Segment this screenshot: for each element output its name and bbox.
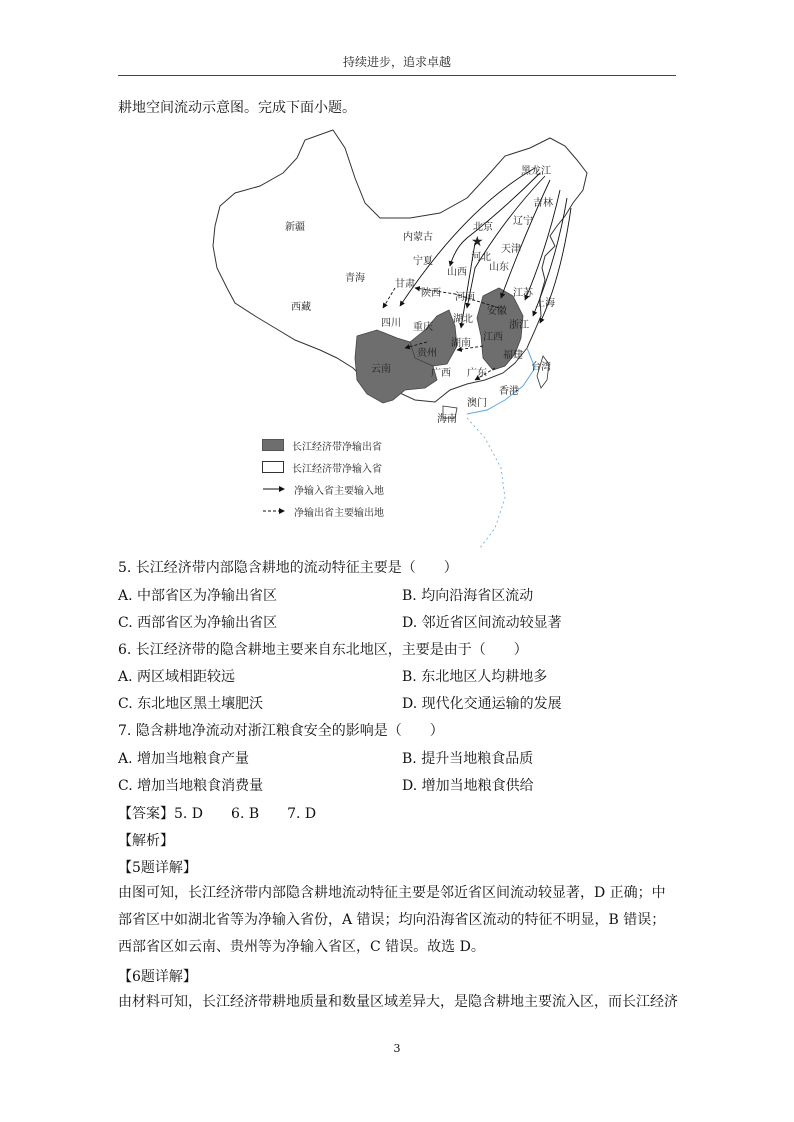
question-6-option-c: C. 东北地区黑土壤肥沃: [118, 696, 264, 712]
question-5-option-b: B. 均向沿海省区流动: [402, 588, 534, 604]
question-7-stem: 7. 隐含耕地净流动对浙江粮食安全的影响是（ ）: [118, 723, 444, 739]
dashed-arrow-icon: [262, 505, 286, 517]
label-guangxi: 广西: [431, 368, 451, 379]
label-fujian: 福建: [503, 350, 523, 361]
legend-import-source: [262, 478, 384, 500]
beijing-star-icon: ★: [471, 234, 484, 250]
label-shanghai: 上海: [535, 298, 555, 309]
question-5-option-c: C. 西部省区为净输出省区: [118, 615, 278, 631]
answer-line: 【答案】5. D 6. B 7. D: [118, 806, 317, 822]
question-5-option-d: D. 邻近省区间流动较显著: [402, 615, 562, 631]
label-hebei: 河北: [471, 252, 491, 263]
label-jiangsu: 江苏: [513, 288, 533, 299]
label-xianggang: 香港: [499, 386, 519, 397]
label-anhui: 安徽: [487, 306, 507, 317]
label-shandong: 山东: [489, 262, 509, 273]
legend-net-import-label: 长江经济带净输入省: [292, 463, 382, 475]
legend-net-export: [262, 434, 384, 456]
solid-arrow-icon: [262, 483, 286, 495]
label-tianjin: 天津: [501, 244, 521, 255]
label-ningxia: 宁夏: [413, 256, 433, 267]
page-number: 3: [393, 1042, 401, 1055]
label-hunan: 湖南: [451, 338, 471, 349]
detail-5-label: 【5题详解】: [118, 860, 197, 876]
intro-text: 耕地空间流动示意图。完成下面小题。: [118, 100, 356, 116]
empty-swatch-icon: [262, 461, 284, 473]
filled-swatch-icon: [262, 439, 284, 451]
label-shaanxi: 陕西: [421, 288, 441, 299]
label-chongqing: 重庆: [413, 322, 433, 333]
question-6-option-b: B. 东北地区人均耕地多: [402, 669, 548, 685]
detail-6-label: 【6题详解】: [118, 969, 197, 985]
label-qinghai: 青海: [345, 273, 365, 284]
sea-boundary: [467, 418, 505, 548]
legend-export-dest: [262, 500, 384, 522]
label-jiangxi: 江西: [483, 332, 503, 343]
label-aomen: 澳门: [467, 398, 487, 409]
label-guangdong: 广东: [467, 368, 487, 379]
label-zhejiang: 浙江: [509, 320, 529, 331]
label-xinjiang: 新疆: [285, 222, 305, 233]
label-yunnan: 云南: [371, 364, 391, 375]
question-7-option-a: A. 增加当地粮食产量: [118, 751, 250, 767]
label-beijing: 北京: [473, 222, 493, 233]
map-legend: [262, 434, 384, 522]
legend-import-source-label: 净输入省主要输入地: [294, 485, 384, 497]
page-header: 持续进步，追求卓越: [118, 55, 676, 76]
legend-net-import: [262, 456, 384, 478]
label-taiwan: 台湾: [531, 362, 551, 373]
question-7-option-b: B. 提升当地粮食品质: [402, 751, 534, 767]
label-guizhou: 贵州: [417, 348, 437, 359]
label-jilin: 吉林: [533, 198, 553, 209]
label-sichuan: 四川: [381, 318, 401, 329]
detail-6-text: 由材料可知，长江经济带耕地质量和数量区域差异大，是隐含耕地主要流入区，而长江经济: [118, 994, 678, 1010]
detail-5-text: 由图可知，长江经济带内部隐含耕地流动特征主要是邻近省区间流动较显著，D 正确；中部省区中如湖北省等为净输入省份，A 错误；均向沿海省区流动的特征不明显，B 错误；西部省区如云南、贵州等为净输入省区，C 错误。故选 D。: [118, 885, 666, 955]
question-7-option-c: C. 增加当地粮食消费量: [118, 778, 264, 794]
label-liaoning: 辽宁: [513, 216, 533, 227]
question-7-option-d: D. 增加当地粮食供给: [402, 778, 534, 794]
label-heilongjiang: 黑龙江: [521, 166, 551, 177]
label-shanxi: 山西: [447, 267, 467, 278]
question-5-stem: 5. 长江经济带内部隐含耕地的流动特征主要是（ ）: [118, 560, 458, 576]
label-xizang: 西藏: [291, 302, 311, 313]
label-hubei: 湖北: [453, 314, 473, 325]
legend-net-export-label: 长江经济带净输出省: [292, 441, 382, 453]
analysis-label: 【解析】: [118, 833, 174, 849]
label-neimenggu: 内蒙古: [403, 232, 433, 243]
question-6-option-a: A. 两区域相距较远: [118, 669, 236, 685]
question-6-option-d: D. 现代化交通运输的发展: [402, 696, 562, 712]
label-henan: 河南: [455, 292, 475, 303]
label-hainan: 海南: [437, 414, 457, 425]
question-6-stem: 6. 长江经济带的隐含耕地主要来自东北地区，主要是由于（ ）: [118, 642, 528, 658]
question-5-option-a: A. 中部省区为净输出省区: [118, 588, 278, 604]
label-gansu: 甘肃: [395, 279, 415, 290]
legend-export-dest-label: 净输出省主要输出地: [294, 507, 384, 519]
